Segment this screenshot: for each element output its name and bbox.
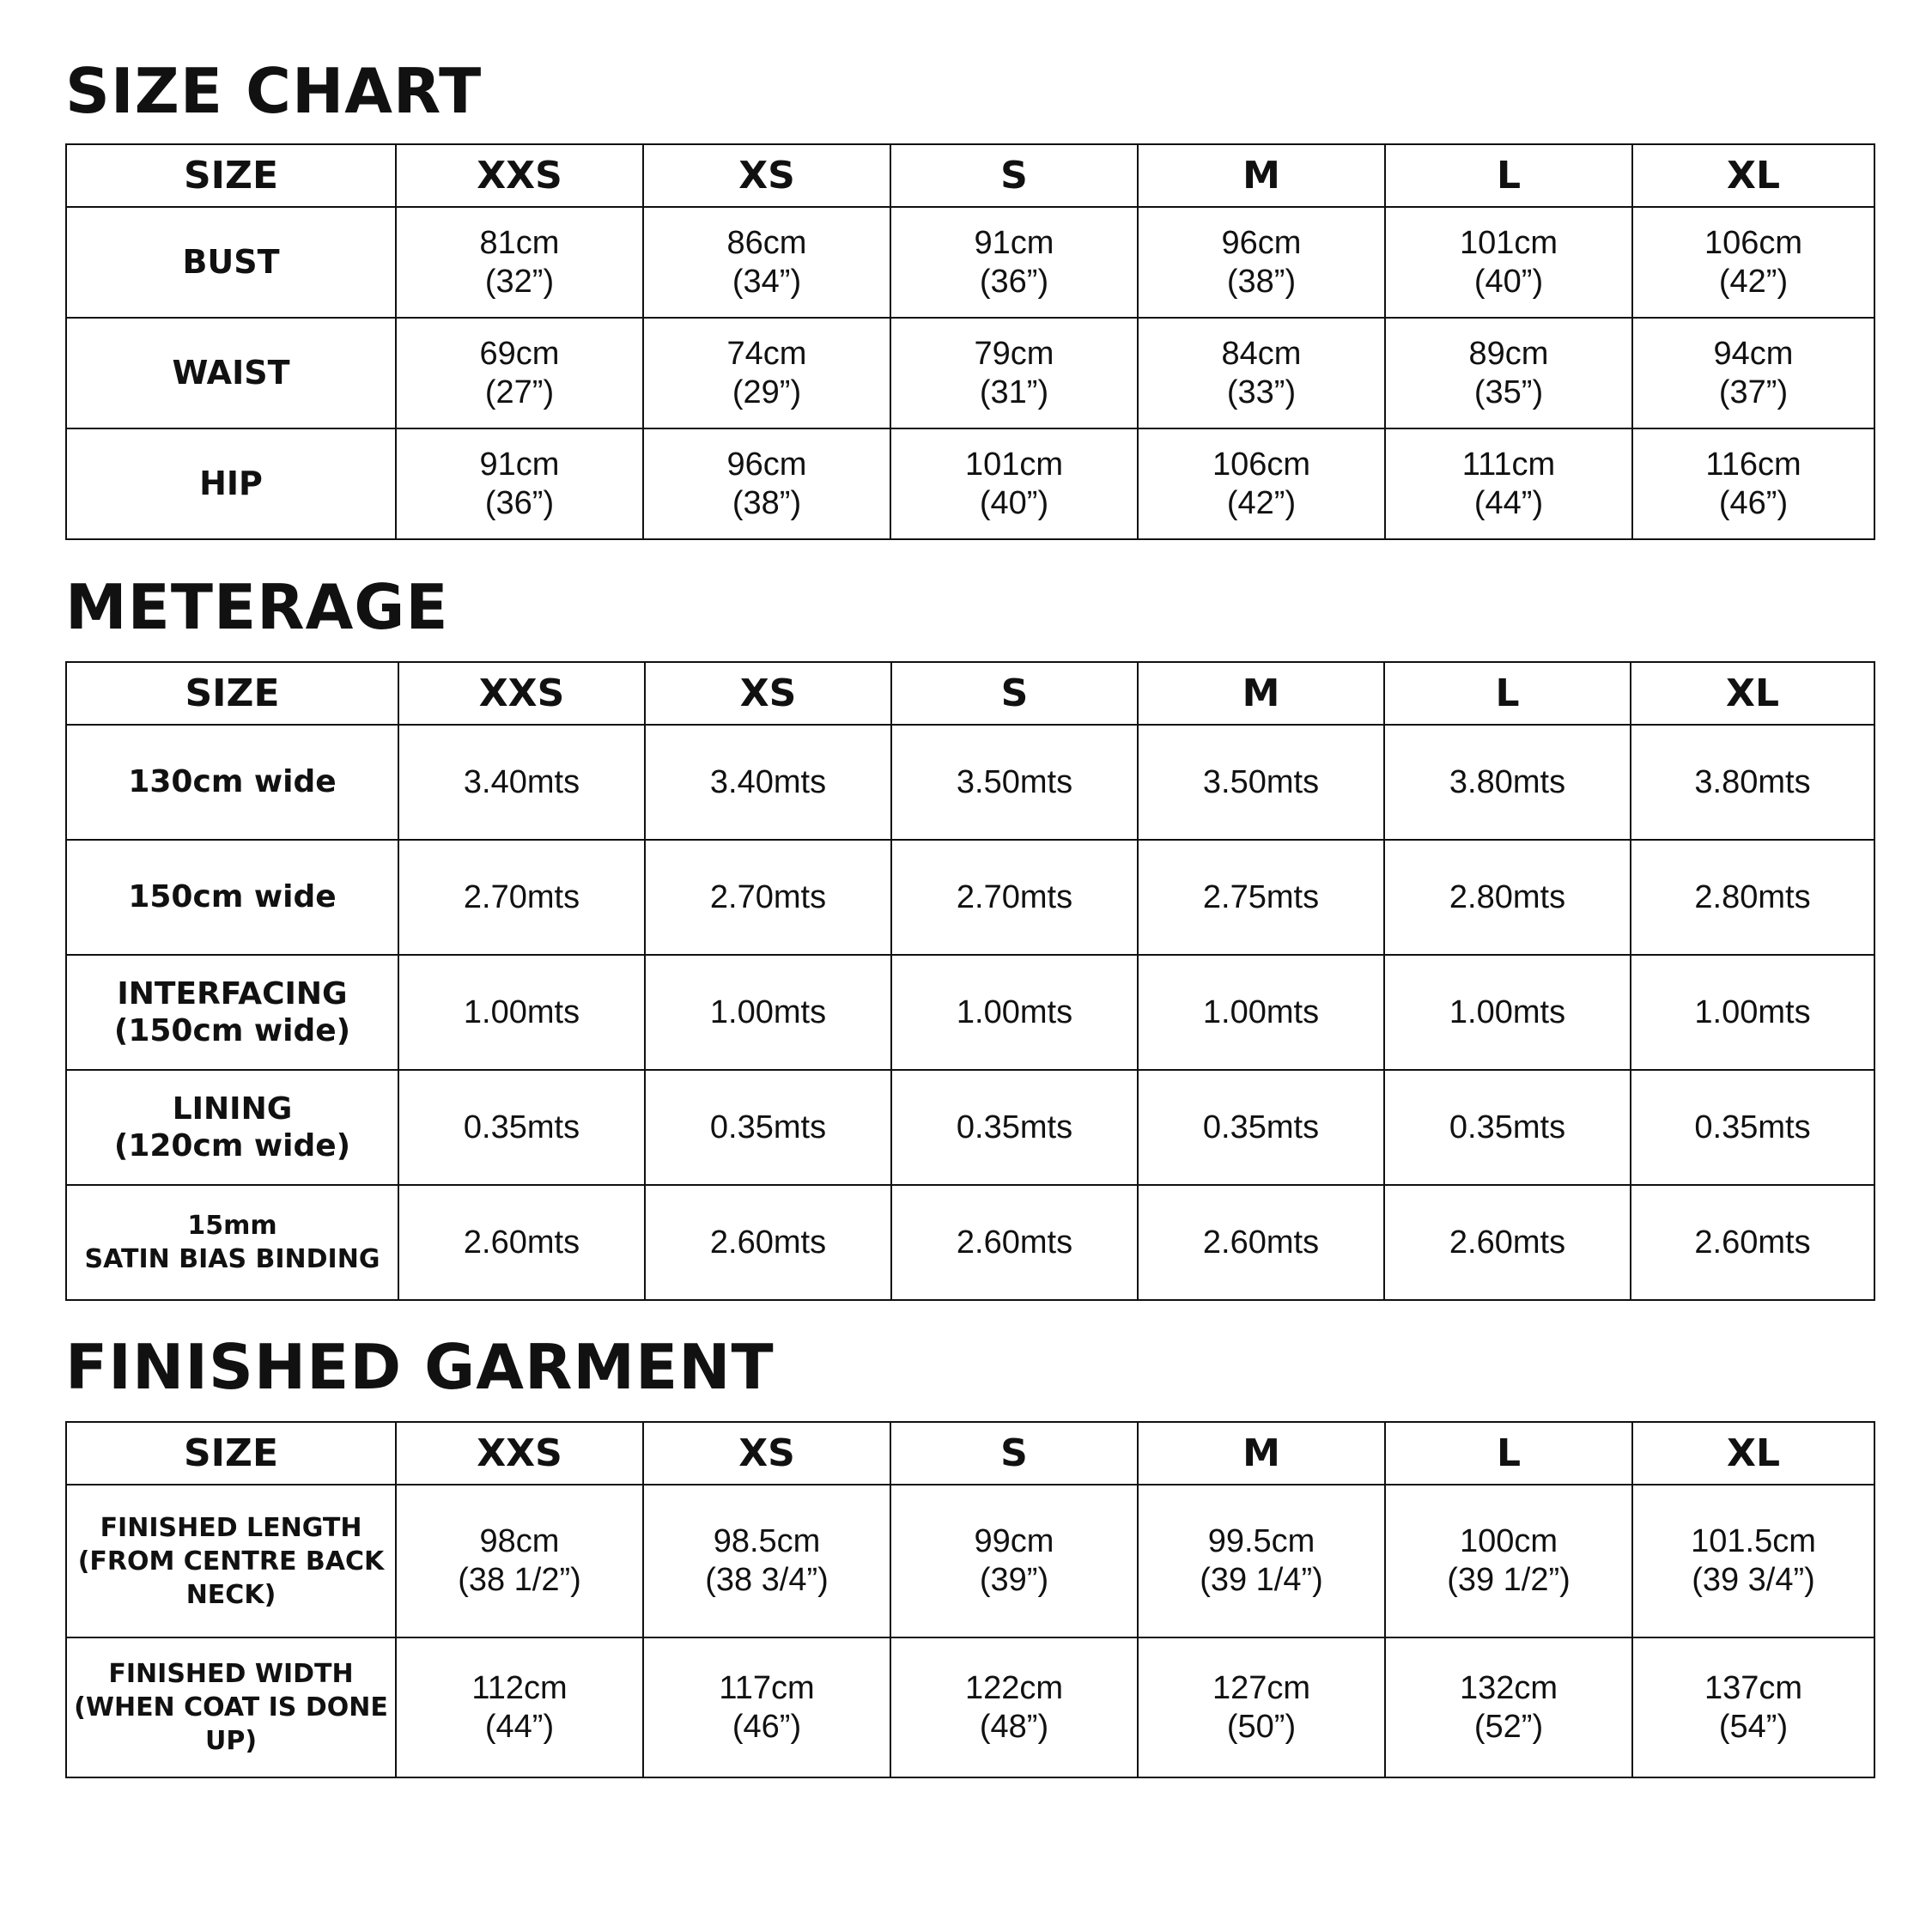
meterage-lining-m: 0.35mts [1138, 1070, 1384, 1185]
meterage-binding-l: 2.60mts [1384, 1185, 1631, 1300]
row-label-waist: WAIST [66, 318, 396, 428]
waist-s [890, 318, 1138, 428]
meterage-header-m: M [1138, 662, 1384, 725]
row-label-interfacing-line2: (150cm wide) [113, 1013, 351, 1048]
finished-garment-table [65, 1421, 1875, 1778]
finished-row-width [66, 1637, 1874, 1777]
meterage-130-s: 3.50mts [891, 725, 1138, 840]
width-xs [643, 1637, 890, 1777]
length-xxs-in: (38 1/2”) [458, 1562, 581, 1598]
row-label-finished-width-line1: FINISHED WIDTH [108, 1659, 354, 1689]
bust-xl-in: (42”) [1718, 263, 1789, 300]
length-l [1385, 1485, 1632, 1637]
width-xxs [396, 1637, 643, 1777]
waist-m-cm: 84cm [1221, 335, 1302, 372]
waist-l-in: (35”) [1473, 374, 1544, 410]
meterage-row-150cm [66, 840, 1874, 955]
row-label-finished-width-line2: (WHEN COAT IS DONE [74, 1692, 388, 1722]
row-label-150cm-wide-text: 150cm wide [128, 879, 337, 915]
width-l-in: (52”) [1473, 1708, 1544, 1745]
meterage-table [65, 661, 1875, 1301]
meterage-lining-xs: 0.35mts [645, 1070, 891, 1185]
length-m [1138, 1485, 1385, 1637]
finished-header-xl: XL [1632, 1422, 1874, 1485]
row-label-lining-line1: LINING [172, 1091, 293, 1127]
finished-header-row [66, 1422, 1874, 1485]
meterage-130-m: 3.50mts [1138, 725, 1384, 840]
finished-header-xxs: XXS [396, 1422, 643, 1485]
length-xs [643, 1485, 890, 1637]
meterage-binding-xs: 2.60mts [645, 1185, 891, 1300]
width-xl-in: (54”) [1718, 1708, 1789, 1745]
size-chart-table [65, 143, 1875, 540]
waist-xl-in: (37”) [1718, 374, 1789, 410]
bust-xs-cm: 86cm [726, 224, 807, 261]
meterage-interfacing-xxs: 1.00mts [398, 955, 645, 1070]
meterage-lining-xxs: 0.35mts [398, 1070, 645, 1185]
bust-l-in: (40”) [1473, 263, 1544, 300]
hip-xxs-in: (36”) [484, 484, 555, 521]
size-chart-title: SIZE CHART [65, 55, 483, 127]
finished-header-size: SIZE [66, 1422, 396, 1485]
length-s [890, 1485, 1138, 1637]
bust-s-cm: 91cm [974, 224, 1054, 261]
meterage-binding-xxs: 2.60mts [398, 1185, 645, 1300]
meterage-header-l: L [1384, 662, 1631, 725]
waist-l [1385, 318, 1632, 428]
length-xl-cm: 101.5cm [1691, 1523, 1816, 1560]
width-xs-cm: 117cm [719, 1669, 815, 1706]
row-label-finished-length-line2: (FROM CENTRE BACK [77, 1546, 385, 1577]
row-label-finished-width [66, 1637, 396, 1777]
waist-xl-cm: 94cm [1713, 335, 1794, 372]
finished-header-m: M [1138, 1422, 1385, 1485]
row-label-hip: HIP [66, 428, 396, 539]
finished-header-s: S [890, 1422, 1138, 1485]
waist-s-cm: 79cm [974, 335, 1054, 372]
hip-xl [1632, 428, 1874, 539]
bust-xxs [396, 207, 643, 318]
row-label-bias-binding-line1: 15mm [187, 1211, 277, 1241]
hip-xxs-cm: 91cm [479, 446, 560, 483]
bust-m-in: (38”) [1226, 263, 1297, 300]
meterage-lining-s: 0.35mts [891, 1070, 1138, 1185]
meterage-header-xxs: XXS [398, 662, 645, 725]
size-chart-header-xl: XL [1632, 144, 1874, 207]
row-label-finished-length [66, 1485, 396, 1637]
width-xxs-cm: 112cm [471, 1669, 568, 1706]
meterage-interfacing-xs: 1.00mts [645, 955, 891, 1070]
width-xl-cm: 137cm [1704, 1669, 1803, 1706]
hip-m-cm: 106cm [1212, 446, 1311, 483]
meterage-130-xs: 3.40mts [645, 725, 891, 840]
meterage-150-xl: 2.80mts [1631, 840, 1874, 955]
width-s-in: (48”) [979, 1708, 1049, 1745]
waist-xxs-in: (27”) [484, 374, 555, 410]
hip-s [890, 428, 1138, 539]
waist-xl [1632, 318, 1874, 428]
hip-m-in: (42”) [1226, 484, 1297, 521]
width-m-in: (50”) [1226, 1708, 1297, 1745]
length-l-cm: 100cm [1459, 1523, 1558, 1560]
bust-xs [643, 207, 890, 318]
meterage-row-130cm [66, 725, 1874, 840]
waist-m-in: (33”) [1226, 374, 1297, 410]
finished-row-length [66, 1485, 1874, 1637]
width-l [1385, 1637, 1632, 1777]
width-xxs-in: (44”) [484, 1708, 555, 1745]
length-s-in: (39”) [979, 1562, 1049, 1598]
size-chart-row-bust [66, 207, 1874, 318]
size-chart-header-m: M [1138, 144, 1385, 207]
width-m-cm: 127cm [1212, 1669, 1311, 1706]
bust-xl [1632, 207, 1874, 318]
size-chart-header-row [66, 144, 1874, 207]
length-xxs-cm: 98cm [479, 1523, 560, 1560]
meterage-interfacing-l: 1.00mts [1384, 955, 1631, 1070]
meterage-150-s: 2.70mts [891, 840, 1138, 955]
length-l-in: (39 1/2”) [1447, 1562, 1571, 1598]
length-xxs [396, 1485, 643, 1637]
bust-xl-cm: 106cm [1704, 224, 1803, 261]
row-label-lining-line2: (120cm wide) [113, 1128, 351, 1163]
row-label-finished-length-line1: FINISHED LENGTH [100, 1512, 362, 1543]
hip-s-cm: 101cm [964, 446, 1064, 483]
finished-header-xs: XS [643, 1422, 890, 1485]
hip-xl-in: (46”) [1718, 484, 1789, 521]
bust-xs-in: (34”) [732, 263, 802, 300]
hip-xl-cm: 116cm [1705, 446, 1801, 483]
bust-l [1385, 207, 1632, 318]
waist-s-in: (31”) [979, 374, 1049, 410]
hip-l [1385, 428, 1632, 539]
row-label-finished-width-line3: UP) [204, 1726, 258, 1756]
row-label-bias-binding-line2: SATIN BIAS BINDING [84, 1244, 380, 1274]
finished-garment-title: FINISHED GARMENT [65, 1331, 775, 1403]
meterage-150-m: 2.75mts [1138, 840, 1384, 955]
length-s-cm: 99cm [974, 1523, 1054, 1560]
length-xs-in: (38 3/4”) [705, 1562, 829, 1598]
size-chart-header-xxs: XXS [396, 144, 643, 207]
length-m-cm: 99.5cm [1207, 1523, 1315, 1560]
row-label-lining [66, 1070, 398, 1185]
size-chart-header-xs: XS [643, 144, 890, 207]
meterage-header-row [66, 662, 1874, 725]
row-label-interfacing [66, 955, 398, 1070]
waist-xxs [396, 318, 643, 428]
meterage-interfacing-s: 1.00mts [891, 955, 1138, 1070]
waist-xs-cm: 74cm [726, 335, 807, 372]
width-l-cm: 132cm [1459, 1669, 1558, 1706]
length-xl [1632, 1485, 1874, 1637]
row-label-150cm-wide [66, 840, 398, 955]
meterage-130-l: 3.80mts [1384, 725, 1631, 840]
bust-m [1138, 207, 1385, 318]
hip-m [1138, 428, 1385, 539]
size-chart-row-waist [66, 318, 1874, 428]
row-label-130cm-wide [66, 725, 398, 840]
hip-s-in: (40”) [979, 484, 1049, 521]
length-xs-cm: 98.5cm [713, 1523, 821, 1560]
waist-xs [643, 318, 890, 428]
bust-s [890, 207, 1138, 318]
hip-xs-cm: 96cm [726, 446, 807, 483]
waist-xxs-cm: 69cm [479, 335, 560, 372]
width-m [1138, 1637, 1385, 1777]
meterage-row-lining [66, 1070, 1874, 1185]
meterage-150-l: 2.80mts [1384, 840, 1631, 955]
meterage-lining-l: 0.35mts [1384, 1070, 1631, 1185]
size-chart-header-s: S [890, 144, 1138, 207]
width-xs-in: (46”) [732, 1708, 802, 1745]
waist-l-cm: 89cm [1468, 335, 1549, 372]
meterage-binding-m: 2.60mts [1138, 1185, 1384, 1300]
length-xl-in: (39 3/4”) [1692, 1562, 1815, 1598]
waist-m [1138, 318, 1385, 428]
meterage-130-xl: 3.80mts [1631, 725, 1874, 840]
waist-xs-in: (29”) [732, 374, 802, 410]
meterage-lining-xl: 0.35mts [1631, 1070, 1874, 1185]
hip-l-in: (44”) [1473, 484, 1544, 521]
row-label-130cm-wide-text: 130cm wide [128, 764, 337, 800]
meterage-row-interfacing [66, 955, 1874, 1070]
width-s-cm: 122cm [964, 1669, 1064, 1706]
bust-l-cm: 101cm [1459, 224, 1558, 261]
meterage-interfacing-xl: 1.00mts [1631, 955, 1874, 1070]
hip-xxs [396, 428, 643, 539]
row-label-finished-length-line3: NECK) [185, 1579, 276, 1610]
meterage-binding-s: 2.60mts [891, 1185, 1138, 1300]
meterage-150-xs: 2.70mts [645, 840, 891, 955]
meterage-header-s: S [891, 662, 1138, 725]
size-chart-row-hip [66, 428, 1874, 539]
meterage-header-xs: XS [645, 662, 891, 725]
bust-xxs-in: (32”) [484, 263, 555, 300]
meterage-title: METERAGE [65, 571, 449, 643]
meterage-150-xxs: 2.70mts [398, 840, 645, 955]
hip-l-cm: 111cm [1461, 446, 1556, 483]
meterage-130-xxs: 3.40mts [398, 725, 645, 840]
meterage-binding-xl: 2.60mts [1631, 1185, 1874, 1300]
row-label-interfacing-line1: INTERFACING [117, 975, 348, 1012]
bust-m-cm: 96cm [1221, 224, 1302, 261]
hip-xs [643, 428, 890, 539]
bust-xxs-cm: 81cm [479, 224, 560, 261]
meterage-row-bias-binding [66, 1185, 1874, 1300]
meterage-header-xl: XL [1631, 662, 1874, 725]
size-chart-header-l: L [1385, 144, 1632, 207]
hip-xs-in: (38”) [732, 484, 802, 521]
length-m-in: (39 1/4”) [1200, 1562, 1323, 1598]
finished-header-l: L [1385, 1422, 1632, 1485]
row-label-bias-binding [66, 1185, 398, 1300]
size-chart-header-size: SIZE [66, 144, 396, 207]
width-s [890, 1637, 1138, 1777]
width-xl [1632, 1637, 1874, 1777]
row-label-bust: BUST [66, 207, 396, 318]
bust-s-in: (36”) [979, 263, 1049, 300]
meterage-header-size: SIZE [66, 662, 398, 725]
meterage-interfacing-m: 1.00mts [1138, 955, 1384, 1070]
